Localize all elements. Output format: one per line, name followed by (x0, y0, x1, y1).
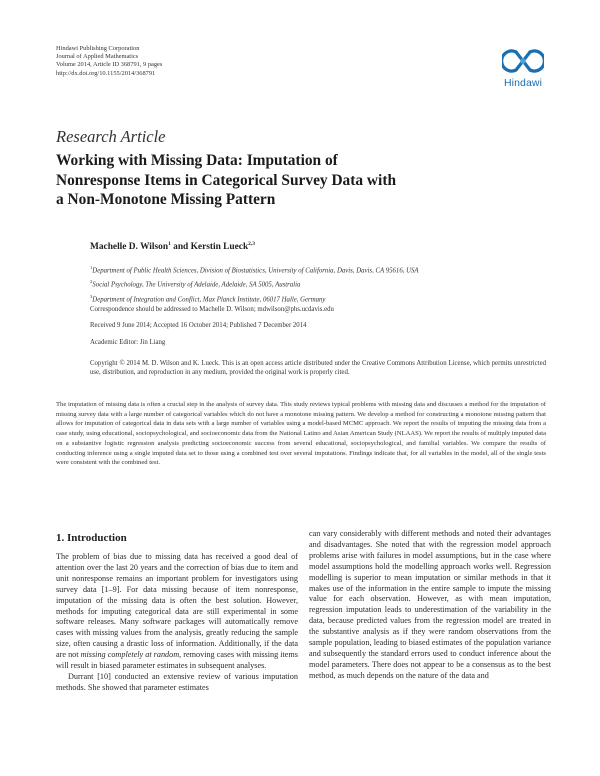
affiliation-item: $^2$Social Psychology, The University of Adelaide, Adelaide, SA 5005, Australia (90, 279, 301, 289)
section-heading: 1. Introduction (56, 532, 127, 544)
publication-dates: Received 9 June 2014; Accepted 16 October 2014; Published 7 December 2014 (90, 322, 307, 329)
body-column-right (309, 529, 551, 682)
author-affil-marker: 2,3 (248, 241, 256, 247)
body-column-left (56, 552, 298, 694)
title-line: a Non-Monotone Missing Pattern (56, 191, 276, 208)
article-type: Research Article (56, 127, 166, 146)
body-paragraph: can vary considerably with different methods and noted their advantages and disadvantages. She noted that with the regression model approach problems arise with failures in model assumptions, but in the case where model assumptions hold the modelling approach works well. Regression modelling is superior to mean imputation or similar methods in that it makes use of the information in the entire sample to impute the missing value for each observation. However, as with mean imputation, regression imputation leads to underestimation of the variability in the data, because predicted values from the regression model are treated in the substantive analysis as if they were random observations from the sample population, leading to biased estimates of the population variance and subsequently the standard errors used to conduct inference about the model parameters. There does not appear to be a consensus as to the best method, as much depends on the nature of the data and (309, 529, 551, 680)
doi-link[interactable]: http://dx.doi.org/10.1155/2014/368791 (56, 69, 156, 77)
copyright-notice: Copyright © 2014 M. D. Wilson and K. Lueck. This is an open access article distributed under the Creative Commons Attribution License, which permits unrestricted use, distribution, and reproduction in any medium, provided the original work is properly cited. (90, 360, 546, 377)
journal-header (56, 45, 162, 78)
title-line: Nonresponse Items in Categorical Survey Data with (56, 171, 396, 189)
correspondence-note: Correspondence should be addressed to Machelle D. Wilson; mdwilson@phs.ucdavis.edu (90, 306, 334, 313)
author-conjunction: and (170, 242, 191, 253)
hindawi-logo-text: Hindawi (503, 77, 543, 89)
hindawi-logo-icon (502, 46, 544, 76)
volume-info: Volume 2014, Article ID 368791, 9 pages (56, 61, 163, 69)
article-title (56, 151, 476, 210)
body-paragraph: The problem of bias due to missing data has received a good deal of attention over the last 20 years and the correction of bias due to item and unit nonresponse remains an important problem for investigators using survey data [1–9]. For data missing because of item nonresponse, imputation of the missing data is often the best solution. However, methods for imputing categorical data are still experimental in some software releases. Many software packages will automatically remove cases with missing values from the analysis, greatly reducing the sample size, often causing a drastic loss of information. Additionally, if the data are not missing completely at random, removing cases with missing items will result in biased parameter estimates in subsequent analyses. (56, 552, 298, 671)
publisher-name: Hindawi Publishing Corporation (56, 45, 140, 52)
abstract-text: The imputation of missing data is often a crucial step in the analysis of survey data. This study reviews typical problems with missing data and discusses a method for the imputation of missing survey data with a large number of categorical variables which do not have a monotone missing pattern. We develop a method for constructing a monotone missing pattern that allows for imputation of categorical data in data sets with a large number of variables using a model-based MCMC approach. We report the results of imputing the missing data from a case study, using educational, sociopsychological, and socioeconomic data from the National Latino and Asian American Study (NLAAS). We report the results of multiply imputed data on a substantive logistic regression analysis predicting socioeconomic success from several educational, sociopsychological, and familial variables. We compare the results of conducting inference using a single imputed data set to those using a combined test over several imputations. Findings indicate that, for all variables in the model, all of the single tests were consistent with the combined test. (56, 401, 546, 467)
body-paragraph: Durrant [10] conducted an extensive review of various imputation methods. She showed that parameter estimates (56, 671, 298, 692)
author-name: Kerstin Lueck (190, 242, 249, 253)
author-list (90, 241, 255, 252)
title-line: Working with Missing Data: Imputation of (56, 152, 338, 169)
journal-name: Journal of Applied Mathematics (56, 53, 139, 61)
author-affil-marker: 1 (168, 241, 171, 247)
hindawi-logo (493, 46, 553, 89)
italic-term: missing completely at random (80, 650, 180, 660)
affiliations (90, 262, 419, 305)
affiliation-item: $^1$Department of Public Health Sciences, Division of Biostatistics, University of California, Davis, Davis, CA 95616, USA (90, 265, 419, 275)
academic-editor: Academic Editor: Jin Liang (90, 339, 166, 346)
author-name: Machelle D. Wilson (90, 242, 169, 253)
affiliation-item: $^3$Department of Integration and Conflict, Max Planck Institute, 06017 Halle, Germany (90, 293, 326, 304)
